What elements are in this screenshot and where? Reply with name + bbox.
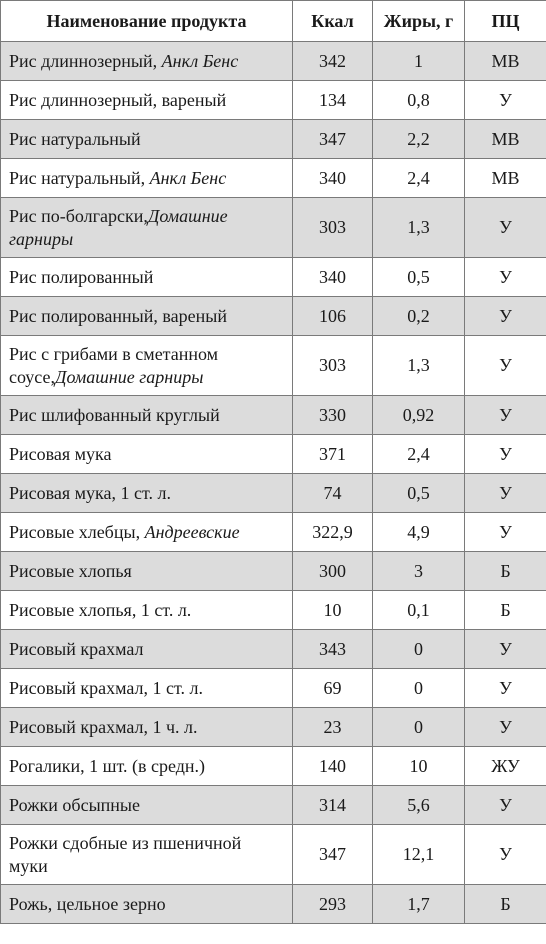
fat-cell: 12,1 [373,825,465,885]
table-row [1,198,546,258]
pc-cell: ЖУ [465,747,546,786]
fat-cell: 0,92 [373,396,465,435]
pc-cell: У [465,336,546,396]
product-name: Рис по-болгарски, [9,205,148,226]
product-brand: Анкл Бенс [161,50,239,71]
table-row [1,630,546,669]
pc-cell: МВ [465,42,546,81]
pc-cell: У [465,297,546,336]
pc-cell: У [465,825,546,885]
table-row [1,396,546,435]
fat-cell: 1,3 [373,198,465,258]
product-name-cell [1,669,293,708]
table-row [1,42,546,81]
fat-cell: 0,8 [373,81,465,120]
table-row [1,336,546,396]
product-name: Рис длиннозерный, вареный [9,89,227,110]
product-name-cell [1,258,293,297]
kcal-cell: 303 [293,336,373,396]
product-name: Рисовые хлопья, 1 ст. л. [9,599,192,620]
product-name: Рис с грибами в сметанном соусе, [9,343,219,387]
kcal-cell: 371 [293,435,373,474]
pc-cell: У [465,630,546,669]
pc-cell: У [465,258,546,297]
product-brand: Домашние гарниры [55,366,204,387]
fat-cell: 0,5 [373,474,465,513]
kcal-cell: 322,9 [293,513,373,552]
table-row [1,258,546,297]
fat-cell: 5,6 [373,786,465,825]
table-row [1,786,546,825]
kcal-cell: 347 [293,825,373,885]
kcal-cell: 330 [293,396,373,435]
table-row [1,120,546,159]
product-name-cell [1,159,293,198]
pc-cell: Б [465,885,546,924]
pc-cell: У [465,435,546,474]
kcal-cell: 10 [293,591,373,630]
product-name: Рис шлифованный круглый [9,404,220,425]
kcal-cell: 69 [293,669,373,708]
fat-cell: 0 [373,708,465,747]
product-name-cell [1,747,293,786]
header-kcal: Ккал [293,1,373,42]
table-row [1,552,546,591]
fat-cell: 10 [373,747,465,786]
pc-cell: У [465,513,546,552]
fat-cell: 2,4 [373,159,465,198]
pc-cell: У [465,708,546,747]
pc-cell: Б [465,552,546,591]
product-name-cell [1,708,293,747]
fat-cell: 4,9 [373,513,465,552]
pc-cell: У [465,81,546,120]
product-name: Рисовый крахмал, 1 ч. л. [9,716,198,737]
fat-cell: 2,4 [373,435,465,474]
fat-cell: 0 [373,669,465,708]
kcal-cell: 343 [293,630,373,669]
product-name-cell [1,513,293,552]
product-name-cell [1,435,293,474]
table-row [1,885,546,924]
table-row [1,708,546,747]
table-row [1,669,546,708]
product-name: Рисовая мука, 1 ст. л. [9,482,171,503]
product-name-cell [1,81,293,120]
table-row [1,513,546,552]
table-row [1,747,546,786]
product-name: Рожь, цельное зерно [9,893,166,914]
product-name: Рисовая мука [9,443,112,464]
header-fat: Жиры, г [373,1,465,42]
pc-cell: У [465,786,546,825]
fat-cell: 1,3 [373,336,465,396]
table-row [1,435,546,474]
kcal-cell: 303 [293,198,373,258]
kcal-cell: 293 [293,885,373,924]
fat-cell: 1,7 [373,885,465,924]
fat-cell: 0,5 [373,258,465,297]
product-name-cell [1,825,293,885]
table-row [1,81,546,120]
product-name-cell [1,42,293,81]
product-name: Рисовые хлопья [9,560,132,581]
product-name-cell [1,591,293,630]
fat-cell: 3 [373,552,465,591]
kcal-cell: 314 [293,786,373,825]
product-name-cell [1,336,293,396]
table-row [1,297,546,336]
product-name: Рис полированный [9,266,154,287]
table-row [1,159,546,198]
product-name-cell [1,120,293,159]
product-brand: Домашние гарниры [9,205,228,249]
fat-cell: 0,1 [373,591,465,630]
product-name: Рис натуральный, [9,167,150,188]
pc-cell: У [465,669,546,708]
fat-cell: 1 [373,42,465,81]
product-name: Рисовые хлебцы, [9,521,145,542]
product-name-cell [1,396,293,435]
product-name-cell [1,786,293,825]
fat-cell: 0,2 [373,297,465,336]
product-name-cell [1,630,293,669]
product-name-cell [1,552,293,591]
product-name: Рис длиннозерный, [9,50,162,71]
product-name: Рис полированный, вареный [9,305,227,326]
product-name: Рогалики, 1 шт. (в средн.) [9,755,205,776]
product-brand: Андреевские [144,521,240,542]
kcal-cell: 140 [293,747,373,786]
pc-cell: У [465,198,546,258]
product-name: Рисовый крахмал [9,638,144,659]
kcal-cell: 134 [293,81,373,120]
kcal-cell: 347 [293,120,373,159]
product-name: Рожки сдобные из пшеничной муки [9,832,242,876]
product-name-cell [1,198,293,258]
product-brand: Анкл Бенс [149,167,227,188]
table-row [1,591,546,630]
product-name-cell [1,885,293,924]
table-header-row [1,1,546,42]
header-pc: ПЦ [465,1,546,42]
fat-cell: 2,2 [373,120,465,159]
kcal-cell: 106 [293,297,373,336]
product-name: Рис натуральный [9,128,141,149]
product-name: Рисовый крахмал, 1 ст. л. [9,677,203,698]
kcal-cell: 74 [293,474,373,513]
table-row [1,825,546,885]
header-name: Наименование продукта [1,1,293,42]
kcal-cell: 340 [293,258,373,297]
fat-cell: 0 [373,630,465,669]
pc-cell: МВ [465,159,546,198]
pc-cell: Б [465,591,546,630]
pc-cell: МВ [465,120,546,159]
pc-cell: У [465,396,546,435]
product-name: Рожки обсыпные [9,794,141,815]
kcal-cell: 342 [293,42,373,81]
kcal-cell: 23 [293,708,373,747]
table-row [1,474,546,513]
kcal-cell: 300 [293,552,373,591]
kcal-cell: 340 [293,159,373,198]
product-name-cell [1,297,293,336]
product-name-cell [1,474,293,513]
pc-cell: У [465,474,546,513]
